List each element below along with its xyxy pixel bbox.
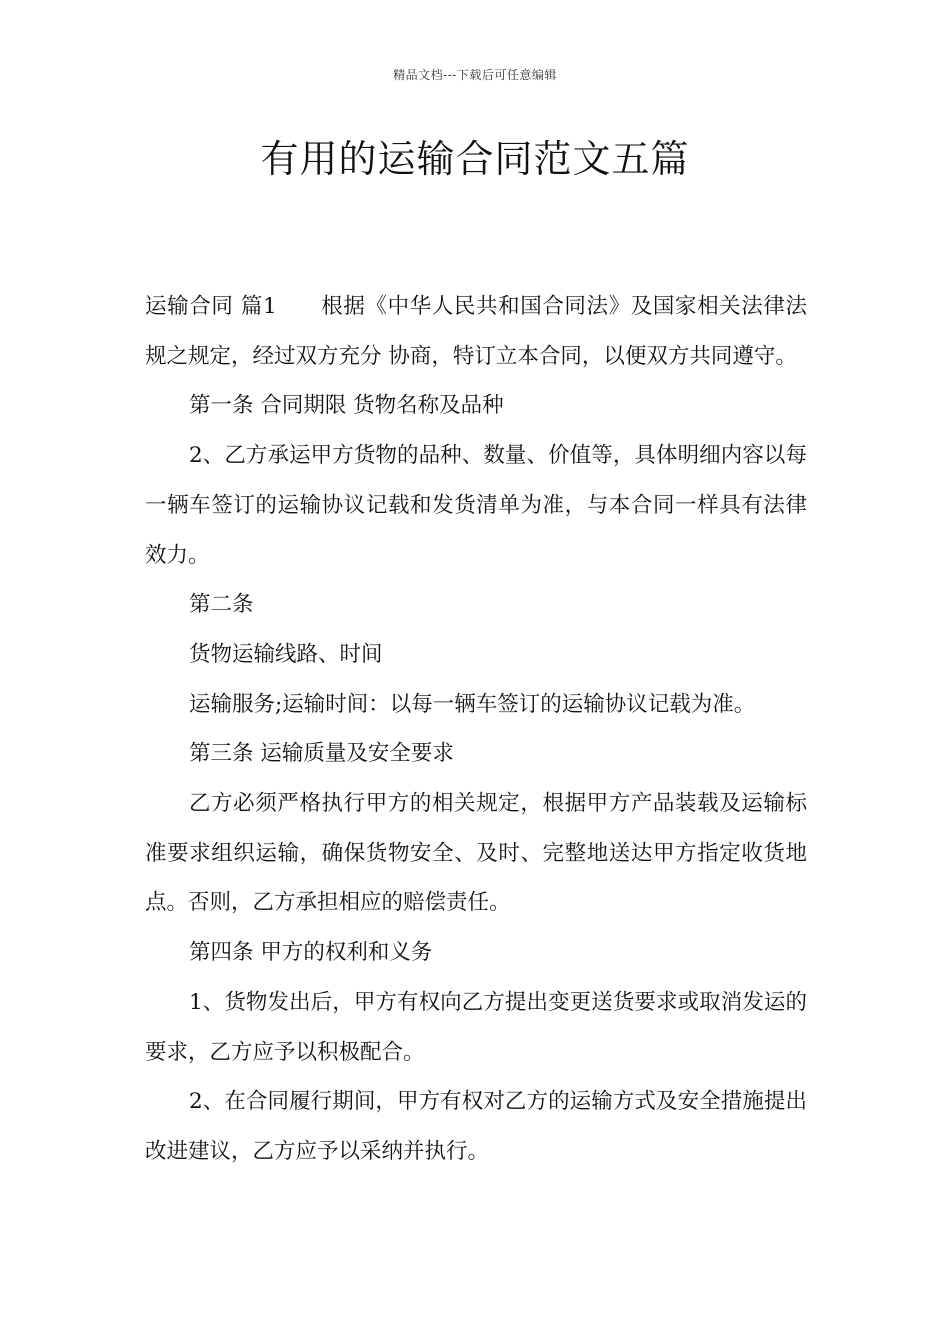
paragraph-article-4-item-2: 2、在合同履行期间，甲方有权对乙方的运输方式及安全措施提出改进建议，乙方应予以采纳并执行。	[145, 1089, 807, 1164]
document-body	[145, 282, 807, 1177]
article-3-heading: 第三条 运输质量及安全要求	[189, 741, 454, 767]
paragraph-article-1-item-2: 2、乙方承运甲方货物的品种、数量、价值等，具体明细内容以每一辆车签订的运输协议记载和发货清单为准，与本合同一样具有法律效力。	[145, 443, 807, 568]
paragraph-article-4-item-1: 1、货物发出后，甲方有权向乙方提出变更送货要求或取消发运的要求，乙方应予以积极配合。	[145, 989, 807, 1065]
paragraph-intro-text: 根据《中华人民共和国合同法》及国家相关法律法规之规定，经过双方充分 协商，特订立本合同，以便双方共同遵守。	[145, 294, 807, 369]
header-note: 精品文档---下载后可任意编辑	[393, 68, 557, 82]
paragraph-article-3-body: 乙方必须严格执行甲方的相关规定，根据甲方产品装载及运输标准要求组织运输，确保货物安全、及时、完整地送达甲方指定收货地点。否则，乙方承担相应的赔偿责任。	[145, 791, 807, 916]
article-2-heading: 第二条	[189, 592, 254, 618]
document-title: 有用的运输合同范文五篇	[260, 137, 690, 181]
article-4-heading: 第四条 甲方的权利和义务	[189, 940, 433, 966]
paragraph-transport-service: 运输服务;运输时间：以每一辆车签订的运输协议记载为准。	[189, 691, 756, 717]
paragraph-route-time: 货物运输线路、时间	[189, 641, 383, 667]
section-label: 运输合同 篇1	[145, 294, 277, 319]
article-1-heading: 第一条 合同期限 货物名称及品种	[189, 393, 504, 419]
paragraph-intro	[145, 282, 807, 381]
